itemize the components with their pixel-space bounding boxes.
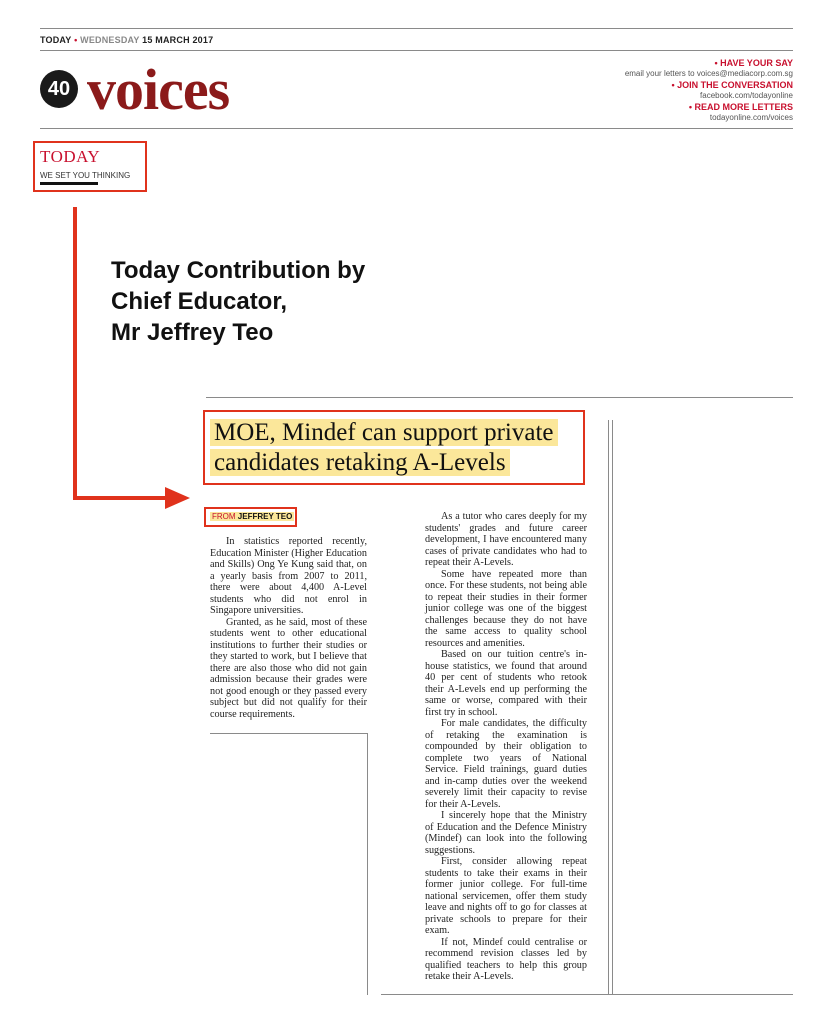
caption-line-1: Today Contribution by [111,257,366,284]
article-column-1 [210,536,367,720]
article-column-2 [425,511,587,983]
have-your-say-label: • HAVE YOUR SAY [714,58,793,68]
email-line: email your letters to voices@mediacorp.com.sg [624,69,793,78]
left-column-rule [367,733,368,995]
facebook-link: facebook.com/todayonline [700,91,793,100]
today-logo: TODAY [40,147,101,166]
article-bottom-rule [381,994,793,995]
arrow-horizontal [73,496,168,500]
paragraph: For male candidates, the difficulty of retaking the examination is compounded by their obligation to complete two years of National Service. Field trainings, guard duties and in-camp duties over the weekend severely limit their capacity to revise for their A-Levels. [425,718,587,810]
headline-line-1: MOE, Mindef can support private [210,419,558,446]
tagline-underline [40,182,98,185]
contribution-caption [111,255,365,348]
page-number-badge: 40 [40,70,78,108]
paragraph: In statistics reported recently, Education Minister (Higher Education and Skills) Ong Ye Kung said that, on a yearly basis from 2007 to 2011, there were about 4,400 A-Level students who did not enrol in Singapore universities. [210,536,367,616]
dateline [40,35,213,45]
paper-name: TODAY [40,35,72,45]
paragraph: As a tutor who cares deeply for my students' grades and future career development, I have encountered many cases of private candidates who had to repeat their A-Levels. [425,511,587,568]
column-divider [608,420,609,995]
byline-author: JEFFREY TEO [237,512,293,521]
paragraph: I sincerely hope that the Ministry of Education and the Defence Ministry (Mindef) can look into the following suggestions. [425,810,587,856]
today-tagline: WE SET YOU THINKING [40,171,131,180]
caption-line-3: Mr Jeffrey Teo [111,319,274,346]
paragraph: First, consider allowing repeat students to take their exams in their former junior college. For full-time national servicemen, offer them study leave and nights off to go for classes at private schools to prepare for their exam. [425,856,587,936]
paragraph: If not, Mindef could centralise or recommend revision classes led by qualified teachers to help this group retake their A-Levels. [425,936,587,982]
top-rule [40,28,793,29]
dateline-separator: • [74,35,78,45]
dateline-date: 15 MARCH 2017 [142,35,214,45]
headline-line-2: candidates retaking A-Levels [210,449,510,476]
header-bottom-rule [40,128,793,129]
article-headline [210,418,558,478]
dateline-day: WEDNESDAY [80,35,140,45]
read-more-label: • READ MORE LETTERS [688,102,793,112]
byline-from: FROM [212,512,236,521]
article-top-rule [206,397,793,398]
caption-line-2: Chief Educator, [111,288,288,315]
column-divider-inner [612,420,613,995]
arrow-vertical [73,207,77,500]
arrow-head-icon [165,487,190,509]
section-title: voices [87,57,230,122]
join-conversation-label: • JOIN THE CONVERSATION [671,80,793,90]
paragraph: Some have repeated more than once. For these students, not being able to repeat their studies in their former junior college was one of the biggest challenges because they do not have the same access to quality school resources and amenities. [425,568,587,649]
byline [210,512,294,521]
paragraph: Based on our tuition centre's in-house statistics, we found that around 40 per cent of students who retook their A-Levels end up performing the same or worse, compared with their first try in school. [425,649,587,718]
website-link: todayonline.com/voices [709,113,793,122]
dateline-rule [40,50,793,51]
left-column-top-rule [210,733,367,734]
paragraph: Granted, as he said, most of these students went to other educational institutions to further their studies or they started to work, but I believe that there are also those who did not gain admission because their grades were not good enough or they passed every subject but did not qualify for their course requirements. [210,616,367,720]
